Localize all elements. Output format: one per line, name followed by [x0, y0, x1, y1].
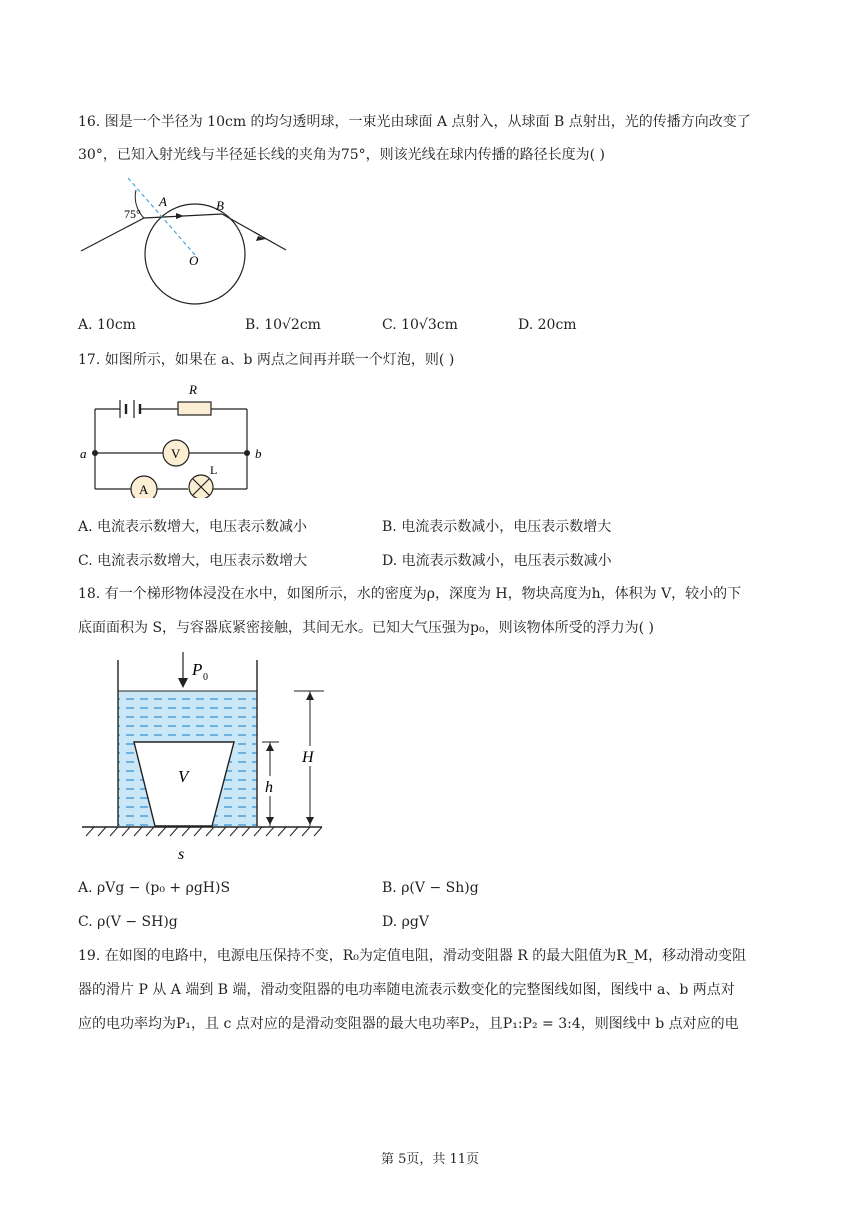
- q16-option-c: C. 10√3cm: [382, 317, 458, 333]
- q18-container-diagram: [82, 650, 327, 865]
- q17-option-b: B. 电流表示数减小，电压表示数增大: [382, 519, 612, 535]
- q17-option-a: A. 电流表示数增大，电压表示数减小: [78, 519, 308, 535]
- q17-label-r: R: [189, 382, 197, 397]
- q16-sphere-diagram: [76, 170, 296, 305]
- q16-point-o: O: [189, 253, 199, 268]
- q16-angle-label: 75°: [124, 207, 141, 221]
- q17-circuit-diagram: [76, 378, 271, 498]
- q17-line1: 17. 如图所示，如果在 a、b 两点之间再并联一个灯泡，则( ): [78, 352, 455, 368]
- q18-depth-label: H: [302, 749, 314, 766]
- q17-point-a: a: [80, 446, 87, 461]
- q18-volume-label: V: [178, 767, 189, 786]
- q16-point-a: A: [159, 194, 167, 209]
- q18-h-label: h: [265, 779, 273, 796]
- q16-line2: 30°，已知入射光线与半径延长线的夹角为75°，则该光线在球内传播的路径长度为( ): [78, 147, 606, 163]
- q17-lamp-label: L: [210, 463, 218, 477]
- q16-option-b: B. 10√2cm: [245, 317, 321, 333]
- q19-line1: 19. 在如图的电路中，电源电压保持不变，R₀为定值电阻，滑动变阻器 R 的最大阻值为R_M，移动滑动变阻: [78, 948, 747, 964]
- q17-option-d: D. 电流表示数减小，电压表示数减小: [382, 553, 612, 569]
- q18-s-label: s: [178, 846, 185, 863]
- q18-p0-label: P: [192, 660, 203, 679]
- q18-line2: 底面面积为 S，与容器底紧密接触，其间无水。已知大气压强为p₀，则该物体所受的浮力为( ): [78, 620, 654, 636]
- page-footer: 第 5页，共 11页: [380, 1152, 480, 1167]
- q19-line2: 器的滑片 P 从 A 端到 B 端，滑动变阻器的电功率随电流表示数变化的完整图线如图，图线中 a、b 两点对: [78, 982, 735, 998]
- q17-option-c: C. 电流表示数增大，电压表示数增大: [78, 553, 308, 569]
- q18-option-b: B. ρ(V − Sh)g: [382, 880, 479, 896]
- q16-option-a: A. 10cm: [78, 317, 136, 333]
- q17-point-b: b: [255, 446, 262, 461]
- q18-p0-subscript: 0: [203, 672, 208, 683]
- q17-ammeter-label: A: [139, 482, 149, 497]
- q18-option-c: C. ρ(V − SH)g: [78, 914, 178, 930]
- q18-option-d: D. ρgV: [382, 914, 429, 930]
- q16-line1: 16. 图是一个半径为 10cm 的均匀透明球，一束光由球面 A 点射入，从球面 B 点射出，光的传播方向改变了: [78, 114, 751, 130]
- q18-option-a: A. ρVg − (p₀ + ρgH)S: [78, 880, 231, 896]
- q16-point-b: B: [216, 198, 224, 213]
- q17-voltmeter-label: V: [171, 446, 181, 461]
- q18-line1: 18. 有一个梯形物体浸没在水中，如图所示，水的密度为ρ，深度为 H，物块高度为h，体积为 V，较小的下: [78, 586, 742, 602]
- q16-option-d: D. 20cm: [518, 317, 577, 333]
- q19-line3: 应的电功率均为P₁，且 c 点对应的是滑动变阻器的最大电功率P₂，且P₁:P₂ = 3:4，则图线中 b 点对应的电: [78, 1016, 739, 1032]
